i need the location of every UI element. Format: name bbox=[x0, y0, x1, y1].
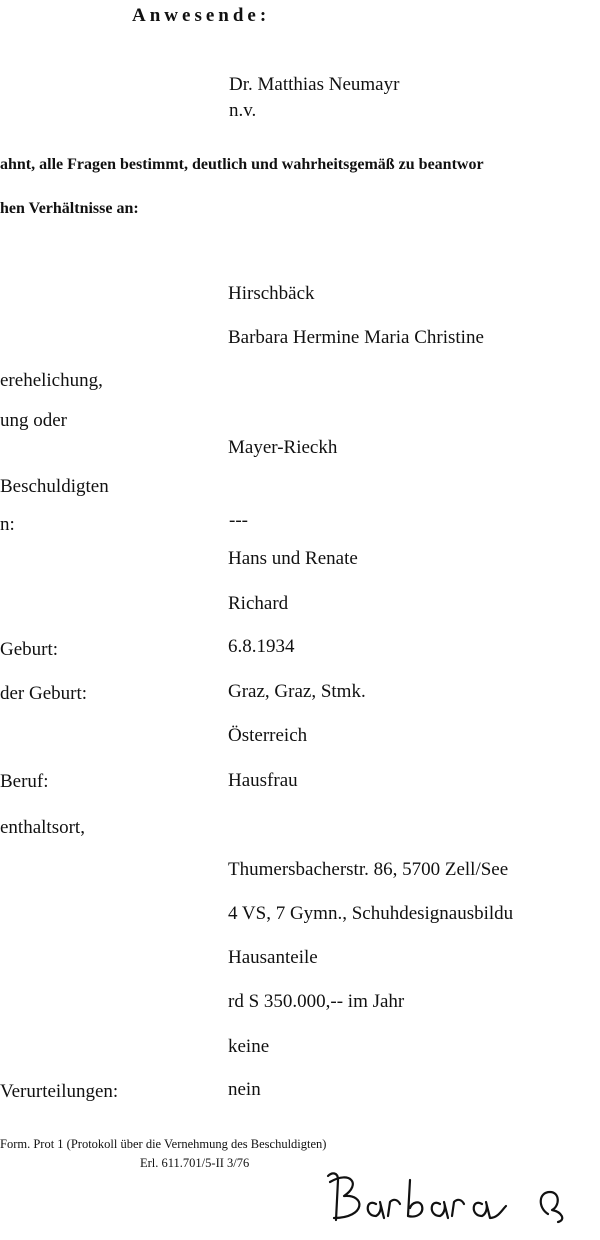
label-convictions: Verurteilungen: bbox=[0, 1081, 119, 1102]
value-citizenship: Österreich bbox=[228, 725, 308, 746]
footer-form-reference: Form. Prot 1 (Protokoll über die Vernehmung des Beschuldigten) bbox=[0, 1137, 327, 1151]
value-address: Thumersbacherstr. 86, 5700 Zell/See bbox=[228, 859, 509, 880]
label-birth-date: Geburt: bbox=[0, 639, 59, 660]
value-birth-name: Mayer-Rieckh bbox=[228, 437, 338, 458]
present-person-note: n.v. bbox=[229, 100, 257, 121]
label-accused: Beschuldigten bbox=[0, 476, 109, 497]
value-parents: Hans und Renate bbox=[228, 548, 358, 569]
value-given-names: Barbara Hermine Maria Christine bbox=[228, 327, 484, 348]
value-father: Richard bbox=[228, 593, 289, 614]
footer-erl-reference: Erl. 611.701/5-II 3/76 bbox=[140, 1156, 250, 1170]
value-income: rd S 350.000,-- im Jahr bbox=[228, 991, 405, 1012]
value-none-dash: --- bbox=[229, 510, 248, 531]
handwritten-signature bbox=[322, 1162, 600, 1232]
value-education: 4 VS, 7 Gymn., Schuhdesignausbildu bbox=[228, 903, 514, 924]
label-marriage-line-1: erehelichung, bbox=[0, 370, 103, 391]
value-surname: Hirschbäck bbox=[228, 283, 315, 304]
label-birth-place: der Geburt: bbox=[0, 683, 88, 704]
instruction-line-2: hen Verhältnisse an: bbox=[0, 200, 139, 217]
value-convictions: nein bbox=[228, 1079, 261, 1100]
value-occupation: Hausfrau bbox=[228, 770, 298, 791]
anwesende-heading: Anwesende: bbox=[132, 5, 271, 26]
label-occupation: Beruf: bbox=[0, 771, 49, 792]
label-n: n: bbox=[0, 514, 15, 535]
value-birth-place: Graz, Graz, Stmk. bbox=[228, 681, 366, 702]
instruction-line-1: ahnt, alle Fragen bestimmt, deutlich und wahrheitsgemäß zu beantwor bbox=[0, 156, 484, 173]
value-birth-date: 6.8.1934 bbox=[228, 636, 295, 657]
label-residence: enthaltsort, bbox=[0, 817, 85, 838]
value-obligations: keine bbox=[228, 1036, 270, 1057]
label-marriage-line-2: ung oder bbox=[0, 410, 68, 431]
value-assets: Hausanteile bbox=[228, 947, 318, 968]
present-person-name: Dr. Matthias Neumayr bbox=[229, 74, 400, 95]
